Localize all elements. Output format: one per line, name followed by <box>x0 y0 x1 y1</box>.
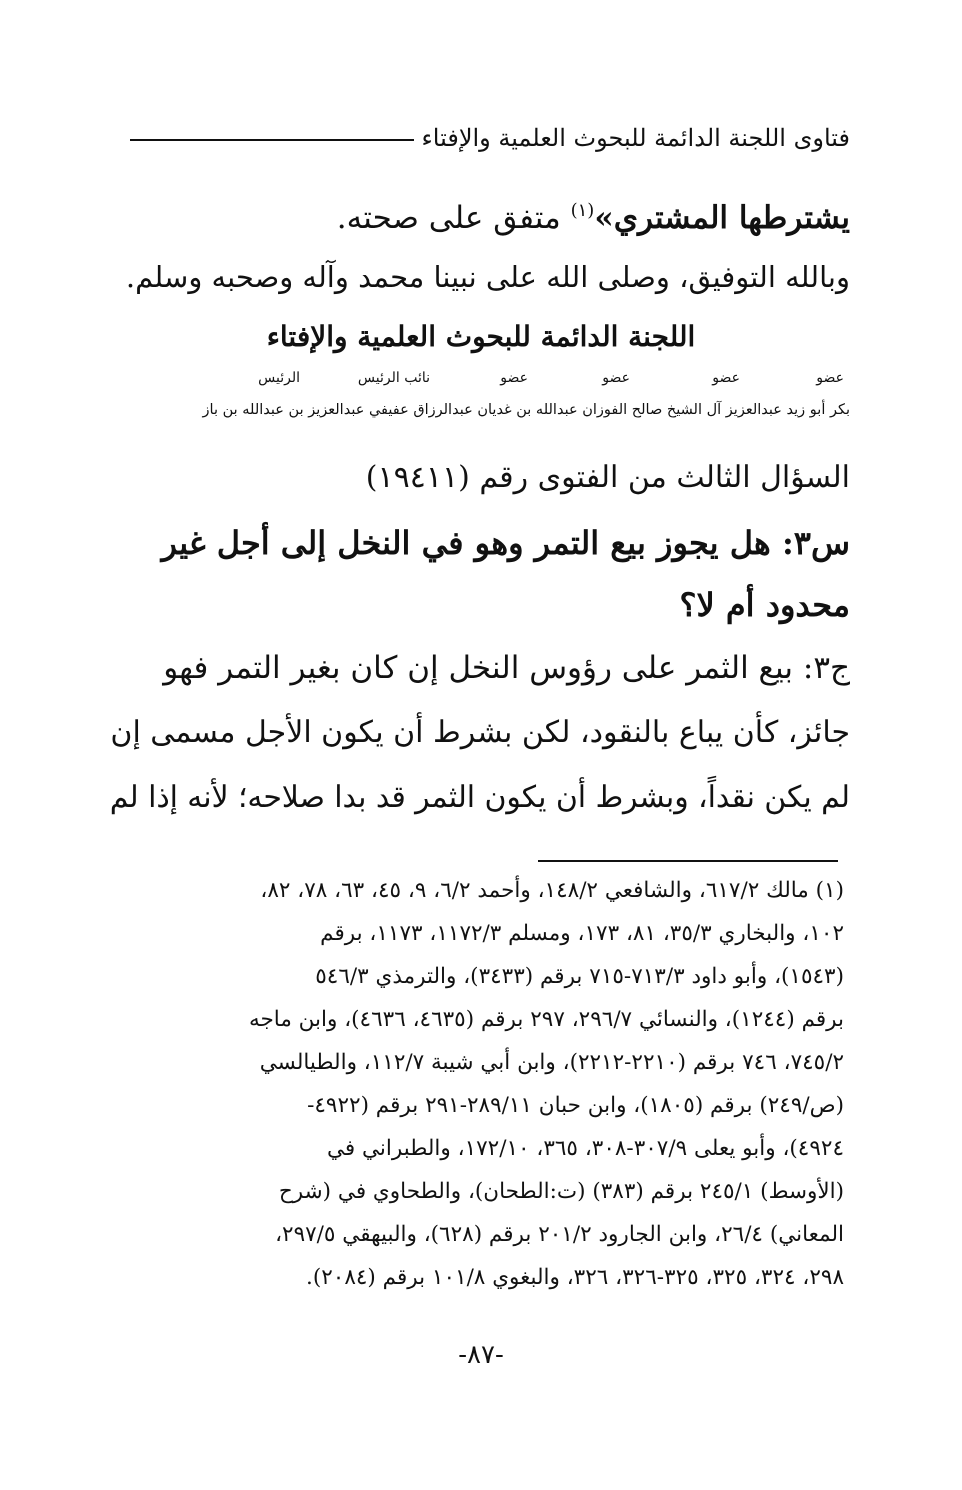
question-reference: السؤال الثالث من الفتوى رقم (١٩٤١١) <box>365 460 850 495</box>
role-5: نائب الرئيس <box>357 370 430 386</box>
answer-line-3: لم يكن نقداً، وبشرط أن يكون الثمر قد بدا صلاحه؛ لأنه إذا لم <box>109 780 850 815</box>
footnote-line-9: المعاني) ٢٦/٤، وابن الجارود ٢٠١/٢ برقم (٦٢٨)، والبيهقي ٢٩٧/٥، <box>275 1222 844 1247</box>
page-number: -٨٧- <box>458 1340 504 1370</box>
footnote-line-8: (الأوسط) ٢٤٥/١ برقم (٣٨٣) (ت:الطحان)، والطحاوي في (شرح <box>278 1179 844 1204</box>
answer-line-1: ج٣: بيع الثمر على رؤوس النخل إن كان بغير التمر فهو <box>163 650 850 686</box>
role-6: الرئيس <box>258 370 300 386</box>
body-line-1 <box>337 200 850 236</box>
footnote-line-1: (١) مالك ٦١٧/٢، والشافعي ١٤٨/٢، وأحمد ٦/٢، ٩، ٤٥، ٦٣، ٧٨، ٨٢، <box>260 878 844 903</box>
footnote-line-2: ١٠٢، والبخاري ٣٥/٣، ٨١، ١٧٣، ومسلم ١١٧٢/٣، ١١٧٣، برقم <box>320 921 844 946</box>
committee-title: اللجنة الدائمة للبحوث العلمية والإفتاء <box>266 320 696 353</box>
role-3: عضو <box>602 370 630 386</box>
signatory-roles <box>130 370 850 392</box>
signatory-name-1: بكر أبو زيد <box>786 402 850 418</box>
signatory-names <box>203 402 850 418</box>
signatory-name-4: عبدالله بن غديان <box>477 402 578 418</box>
question-line-2: محدود أم لا؟ <box>679 586 850 624</box>
footnote-line-10: ٢٩٨، ٣٢٤، ٣٢٥، ٣٢٥-٣٢٦، ٣٢٦، والبغوي ١٠١/٨ برقم (٢٠٨٤). <box>305 1265 844 1290</box>
question-line-1: س٣: هل يجوز بيع التمر وهو في النخل إلى أجل غير <box>161 524 850 562</box>
footnote-line-5: ٧٤٥/٢، ٧٤٦ برقم (٢٢١٠-٢٢١٢)، وابن أبي شيبة ١١٢/٧، والطيالسي <box>259 1050 844 1075</box>
body-line-1-rest: متفق على صحته. <box>336 200 561 236</box>
role-4: عضو <box>500 370 528 386</box>
header-rule <box>130 139 414 141</box>
closing-line: وبالله التوفيق، وصلى الله على نبينا محمد وآله وصحبه وسلم. <box>125 260 850 294</box>
signatory-name-5: عبدالرزاق عفيفي <box>368 402 473 418</box>
footnote-separator <box>538 860 838 862</box>
header-title: فتاوى اللجنة الدائمة للبحوث العلمية والإفتاء <box>421 124 850 152</box>
footnote-line-6: (ص/٢٤٩) برقم (١٨٠٥)، وابن حبان ٢٨٩/١١-٢٩١ برقم (٤٩٢٢- <box>307 1093 844 1118</box>
body-line-1-bold: يشترطها المشتري» <box>594 200 850 236</box>
signatory-name-2: عبدالعزيز آل الشيخ <box>666 402 782 418</box>
footnote-marker[interactable]: (١) <box>570 200 595 221</box>
role-2: عضو <box>712 370 740 386</box>
answer-line-2: جائز، كأن يباع بالنقود، لكن بشرط أن يكون الأجل مسمى إن <box>110 715 850 750</box>
signatory-name-3: صالح الفوزان <box>582 402 663 418</box>
footnote-line-3: (١٥٤٣)، وأبو داود ٧١٣/٣-٧١٥ برقم (٣٤٣٣)، والترمذي ٥٤٦/٣ <box>315 964 844 989</box>
footnote-line-7: ٤٩٢٤)، وأبو يعلى ٣٠٧/٩-٣٠٨، ٣٦٥، ١٧٢/١٠، والطبراني في <box>326 1136 844 1161</box>
footnote-line-4: برقم (١٢٤٤)، والنسائي ٢٩٦/٧، ٢٩٧ برقم (٤٦٣٥، ٤٦٣٦)، وابن ماجه <box>248 1007 844 1032</box>
role-1: عضو <box>816 370 844 386</box>
signatory-name-6: عبدالعزيز بن عبدالله بن باز <box>202 402 365 418</box>
running-header <box>130 118 850 158</box>
